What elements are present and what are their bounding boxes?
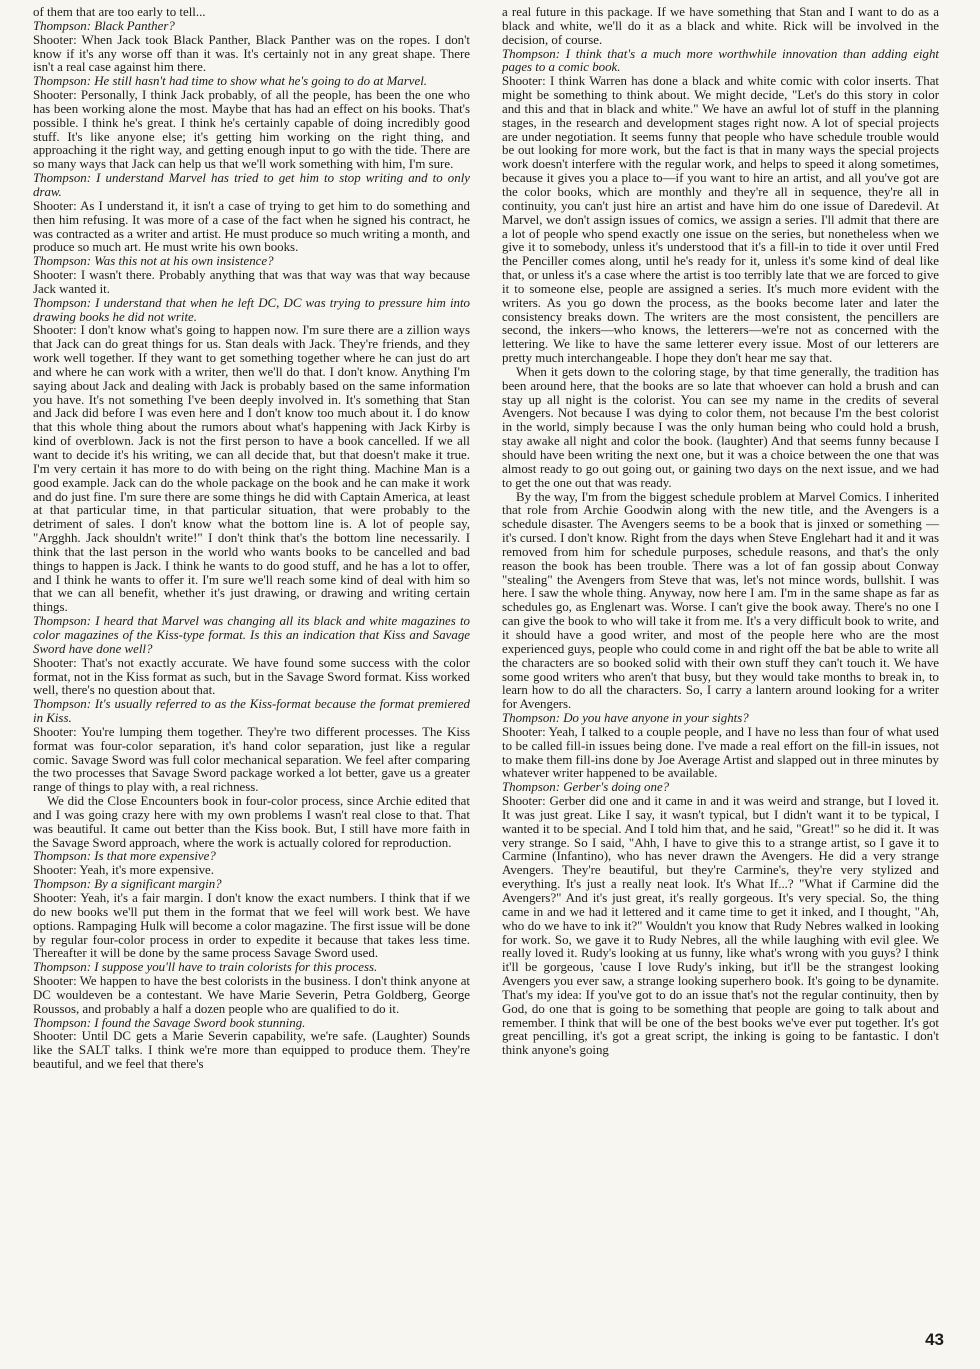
interview-answer: Shooter: Personally, I think Jack probably, of all the people, has been the one who has been working alone the most. Maybe that has had an effect on his books. That's possible. I think he's great. I think he's certainly capable of doing incredibly good stuff. It's like anyone else; it's getting him working on the right thing, and approaching it the right way, and getting enough input to go with the tide. There are so many ways that Jack can help us that we'll work something with him, I'm sure. <box>33 88 470 172</box>
interviewer-question: Thompson: I suppose you'll have to train colorists for this process. <box>33 960 378 975</box>
interviewer-question: Thompson: Was this not at his own insistence? <box>33 254 274 269</box>
interview-answer: Shooter: That's not exactly accurate. We have found some success with the color format, not in the Kiss format as such, but in the Savage Sword format. Kiss worked well, there's no question about that. <box>33 655 470 698</box>
interview-answer: Shooter: When Jack took Black Panther, Black Panther was on the ropes. I don't know if it's any worse off than it was. It's certainly not in any great shape. There isn't a real case against him there. <box>33 32 470 75</box>
interview-answer: We did the Close Encounters book in four-color process, since Archie edited that and I was going crazy here with my own problems I wasn't real close to that. That was beautiful. It came out better than the Kiss book. But, I still have more faith in the Savage Sword approach, where the work is actually colored for reproduction. <box>33 794 470 850</box>
interview-answer: Shooter: I don't know what's going to happen now. I'm sure there are a zillion ways that Jack can do great things for us. Stan deals with Jack. They're friends, and they work well together. If they want to get something together where he can just do art and where he can work with a writer, then we'll do that. I don't know. Anything I'm saying about Jack and dealing with Jack is probably based on the same information you have. It's not something I've been deeply involved in. It's something that Stan and Jack did before I was even here and I don't know too much about it. I do know that this whole thing about the rumors about what's happening with Jack Kirby is kind of overblown. Jack is not the first person to have a book cancelled. If we all want to decide it's his writing, we can all decide that, but that doesn't make it true. I'm very certain it has more to do with being on the right thing. Machine Man is a good example. Jack can do the whole package on the book and he can make it work and do just fine. I'm sure there are some things he did with Captain America, at least at that particular time, in that particular situation, that were probably to the detriment of sales. I don't know what the bottom line is. A lot of people say, "Argghh. Jack shouldn't write!" I don't think that's the bottom line necessarily. I think that the last person in the world who wants books to be cancelled and bad things to happen is Jack. I think he wants to do good stuff, and he has a lot to offer, and I think he wants to offer it. I'm sure we'll reach some kind of deal with him so that we can all benefit, whether it's just drawing, or drawing and writing certain things. <box>33 323 470 615</box>
interview-answer: By the way, I'm from the biggest schedule problem at Marvel Comics. I inherited that role from Archie Goodwin along with the new title, and the Avengers is a schedule disaster. The Avengers seems to be a book that is jinxed or something — it's cursed. I don't know. Right from the days when Steve Englehart had it and it was removed from him for schedule purposes, schedule reasons, and that's the only reason the book has been trouble. There was a lot of fan gossip about Conway "stealing" the Avengers from Steve that was, let's not mince words, bullshit. I was here. I saw the whole thing. Anyway, now here I am. I'm in the same shape as far as schedules go, as Englenart was. Worse. I can't give the book away. There's no one I can give the book to who will take it from me. It's a very difficult book to write, and it should have a good writer, and most of the people here who are the most experienced guys, people who could come in and right off the bat be able to write all the characters are so booked solid with their own stuff they can't touch it. We have some good writers who aren't that busy, but they would take months to break in, to learn how to do all the characters. So, I carry a lantern around looking for a writer for Avengers. <box>502 489 939 712</box>
interview-answer: Shooter: Yeah, I talked to a couple people, and I have no less than four of what used to be called fill-in issues being done. I've made a real effort on the fill-in issues, not to make them fill-ins done by Joe Average Artist and slapped out in three minutes by whatever writer happened to be available. <box>502 724 939 781</box>
interviewer-question: Thompson: Is that more expensive? <box>33 849 216 864</box>
interview-answer: Shooter: I think Warren has done a black and white comic with color inserts. That might be something to think about. We might decide, "Let's do this story in color and this and that in black and white." We have an awful lot of stuff in the planning stages, in the research and development stages right now. A lot of special projects are under negotiation. It seems funny that people who have schedule trouble would be out looking for more work, but the fact is that in many ways the special projects work doesn't interfere with the regular work, and helps to speed it along sometimes, because it gives you a place to—if you want to hire an artist, and all you've got are the color books, which are monthly and they're all in sequence, they're all in continuity, you can't just hire an artist and have him do one issue of Daredevil. At Marvel, we don't assign issues of comics, we assign a series. I'll admit that there are a lot of people who spend exactly one issue on the series, but nonetheless when we give it to somebody, unless it's understood that it's a fill-in to tide it over until Fred the Penciller comes along, until he's ready for it, unless it's some kind of deal like that, or unless it's a case where the artist is too terribly late that we are forced to give it to someone else, people are assigned a series. It's much more evident with the writers. As you go down the process, as the books become later and later the consistency breaks down. The writers are the most consistent, the pencillers are second, the inkers—who knows, the letterers—we're not as concerned with the lettering. We like to have the same letterer every issue. Most of our letterers are pretty much interchangeable. I hope they don't hear me say that. <box>502 74 939 366</box>
interview-answer: of them that are too early to tell... <box>33 5 206 19</box>
interview-answer: Shooter: Yeah, it's more expensive. <box>33 863 214 878</box>
interview-answer: Shooter: Gerber did one and it came in and it was weird and strange, but I loved it. It was just great. Like I say, it wasn't typical, but I didn't want it to be typical, I wanted it to be special. And I told him that, and he said, "Great!" so he did it. It was very strange. So I said, "Ahh, I have to give this to a strange artist, so I gave it to Carmine (Infantino), who has never drawn the Avengers. He did a very strange Avengers. They're beautiful, but they're Carmine's, they're very stylized and everything. It's just a really neat look. It's What If...? "What if Carmine did the Avengers?" And it's just great, it's really gorgeous. It's very special. So, the thing came in and we had it lettered and it came time to get it inked, and I thought, "Ah, who do we have to ink it?" Wouldn't you know that Rudy Nebres walked in looking for work. So, we gave it to Rudy Nebres, all the while laughing with evil glee. We really loved it. Rudy's looking at us funny, like what's wrong with you guys? I think it'll be gorgeous, 'cause I love Rudy's inking, but it'll be the strangest looking Avengers you ever saw, a strange looking superhero book. It's going to be dynamite. That's my idea: If you've got to do an issue that's not the regular continuity, then by God, do one that is going to be something that people are going to talk about and remember. I think that will be one of the best books we've ever put together. It's got great pencilling, it's got a great script, the inking is going to be fantastic. I don't think anyone's going <box>502 794 939 1058</box>
interviewer-question: Thompson: I understand that when he left DC, DC was trying to pressure him into drawing books he did not write. <box>33 295 470 324</box>
interviewer-question: Thompson: He still hasn't had time to show what he's going to do at Marvel. <box>33 74 428 89</box>
interviewer-question: Thompson: By a significant margin? <box>33 877 222 892</box>
interview-answer: Shooter: You're lumping them together. They're two different processes. The Kiss format was four-color separation, it's hand color separation, just like a regular comic. Savage Sword was full color mechanical separation. We feel after comparing the two processes that Savage Sword package worked a lot better, gave us a greater range of things to play with, a real richness. <box>33 724 470 795</box>
interview-answer: Shooter: As I understand it, it isn't a case of trying to get him to do something and then him refusing. It was more of a case of the fact when he signed his contract, he was contracted as a writer and artist. He must produce so much writing a month, and produce so much art. He must write his own books. <box>33 198 470 255</box>
right-column <box>502 6 939 1058</box>
interviewer-question: Thompson: Gerber's doing one? <box>502 780 670 795</box>
interview-answer: a real future in this package. If we have something that Stan and I want to do as a black and white, we'll do it as a black and white. Rick will be involved in the decision, of course. <box>502 5 939 47</box>
interview-answer: Shooter: Until DC gets a Marie Severin capability, we're safe. (Laughter) Sounds like the SALT talks. I think we're more than equipped to produce them. They're beautiful, and we feel that there's <box>33 1029 470 1072</box>
interviewer-question: Thompson: It's usually referred to as the Kiss-format because the format premiered in Kiss. <box>33 697 470 726</box>
interview-answer: When it gets down to the coloring stage, by that time generally, the tradition has been around here, that the books are so late that whoever can hold a brush and can stay up all night is the colorist. You can see my name in the credits of several Avengers. Not because I was dying to color them, not because I'm the best colorist in the world, simply because I was the only human being who could hold a brush, stay awake all night and color the book. (laughter) And that seems funny because I should have been writing the next one, but it was a choice between the one that was almost ready to go out going out, or gaining two days on the next issue, and we had to get the one out that was ready. <box>502 364 939 490</box>
interviewer-question: Thompson: I heard that Marvel was changing all its black and white magazines to color magazines of the Kiss-type format. Is this an indication that Kiss and Savage Sword have done well? <box>33 614 470 656</box>
page-number: 43 <box>925 1330 944 1349</box>
interview-answer: Shooter: We happen to have the best colorists in the business. I don't think anyone at DC wouldeven be a contestant. We have Marie Severin, Petra Goldberg, George Roussos, and probably a half a dozen people who are qualified to do it. <box>33 974 470 1016</box>
left-column <box>33 6 470 1072</box>
interviewer-question: Thompson: I understand Marvel has tried to get him to stop writing and to only draw. <box>33 171 470 199</box>
interviewer-question: Thompson: I found the Savage Sword book stunning. <box>33 1015 306 1030</box>
interviewer-question: Thompson: Do you have anyone in your sights? <box>502 711 749 726</box>
interviewer-question: Thompson: Black Panther? <box>33 18 175 33</box>
interview-answer: Shooter: I wasn't there. Probably anything that was that way was that way because Jack wanted it. <box>33 268 470 296</box>
interviewer-question: Thompson: I think that's a much more worthwhile innovation than adding eight pages to a comic book. <box>502 46 939 75</box>
interview-answer: Shooter: Yeah, it's a fair margin. I don't know the exact numbers. I think that if we do new books we'll put them in the format that we feel will work best. We have options. Rampaging Hulk will become a color magazine. The first issue will be done by regular four-color process in order to expedite it because that takes less time. Thereafter it will be done by the same process Savage Sword used. <box>33 891 470 961</box>
